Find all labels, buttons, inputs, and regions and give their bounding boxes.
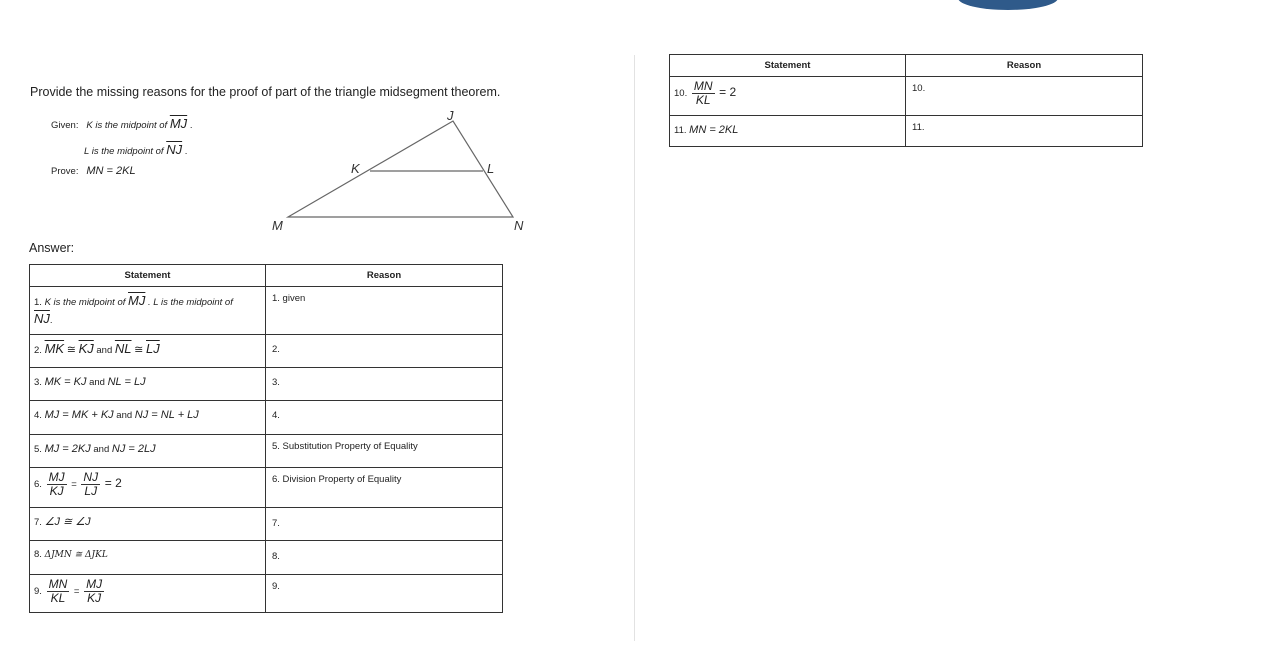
answer-label: Answer: [29, 241, 75, 255]
statement-11: 11. MN = 2KL [670, 116, 906, 147]
table-row [30, 575, 503, 613]
prove-line [51, 165, 136, 177]
fraction-mn-kl: $\frac{MN}{KL}$ [693, 79, 713, 107]
reason-1: 1. given [266, 287, 503, 335]
statement-2: 2. $\overline{MK}$ ≅ $\overline{KJ}$ and $\overline{NL}$ ≅ $\overline{LJ}$ [30, 335, 266, 368]
statement-5: 5. MJ = 2KJ and NJ = 2LJ [30, 435, 266, 468]
decorative-header-shape [958, 0, 1058, 10]
vertex-label-l: L [487, 161, 495, 176]
table-row [30, 287, 503, 335]
fraction-mn-kl: $\frac{MN}{KL}$ [48, 577, 68, 605]
reason-header: Reason [266, 265, 503, 287]
given-line2-text: L is the midpoint of [84, 146, 164, 157]
triangle-figure [260, 100, 550, 240]
reason-10: 10. [906, 77, 1143, 116]
proof-table-right [669, 54, 1143, 147]
statement-header: Statement [30, 265, 266, 287]
table-header-row [670, 55, 1143, 77]
prove-label: Prove: [51, 166, 79, 177]
reason-7: 7. [266, 508, 503, 541]
page-title: Provide the missing reasons for the proof of part of the triangle midsegment theorem. [30, 85, 501, 99]
reason-8: 8. [266, 541, 503, 575]
statement-3: 3. MK = KJ and NL = LJ [30, 368, 266, 401]
proof-table-left [29, 264, 503, 613]
table-row [30, 468, 503, 508]
vertex-label-k: K [351, 161, 360, 176]
statement-6: 6. $\frac{MJ}{KJ}$ = $\frac{NJ}{LJ}$ = 2 [30, 468, 266, 508]
reason-4: 4. [266, 401, 503, 435]
reason-3: 3. [266, 368, 503, 401]
statement-header: Statement [670, 55, 906, 77]
table-header-row [30, 265, 503, 287]
prove-expression: MN = 2KL [86, 165, 136, 177]
statement-8: 8. ΔJMN ≅ ΔJKL [30, 541, 266, 575]
page-divider [634, 55, 635, 641]
statement-10: 10. $\frac{MN}{KL}$ = 2 [670, 77, 906, 116]
reason-6: 6. Division Property of Equality [266, 468, 503, 508]
given-line-2 [84, 142, 187, 157]
statement-1: 1. K is the midpoint of $\overline{MJ}$ . L is the midpoint of $\overline{NJ}$. [30, 287, 266, 335]
table-row [30, 401, 503, 435]
statement-9: 9. $\frac{MN}{KL}$ = $\frac{MJ}{KJ}$ [30, 575, 266, 613]
reason-2: 2. [266, 335, 503, 368]
given-period-2: . [184, 146, 188, 157]
reason-header: Reason [906, 55, 1143, 77]
table-row [30, 508, 503, 541]
vertex-label-j: J [447, 108, 454, 123]
reason-5: 5. Substitution Property of Equality [266, 435, 503, 468]
given-line1-text: K is the midpoint of [86, 120, 168, 131]
given-label: Given: [51, 120, 79, 131]
table-row [30, 368, 503, 401]
statement-4: 4. MJ = MK + KJ and NJ = NL + LJ [30, 401, 266, 435]
fraction-nj-lj: $\frac{NJ}{LJ}$ [83, 470, 99, 498]
table-row [670, 116, 1143, 147]
reason-11: 11. [906, 116, 1143, 147]
vertex-label-m: M [272, 218, 283, 233]
given-segment-mj: $\overline{MJ}$ [169, 116, 188, 131]
fraction-mj-kj: $\frac{MJ}{KJ}$ [48, 470, 65, 498]
given-line-1 [51, 116, 192, 131]
reason-9: 9. [266, 575, 503, 613]
table-row [670, 77, 1143, 116]
statement-7: 7. ∠J ≅ ∠J [30, 508, 266, 541]
vertex-label-n: N [514, 218, 524, 233]
given-period-1: . [189, 120, 193, 131]
table-row [30, 435, 503, 468]
table-row [30, 335, 503, 368]
given-segment-nj: $\overline{NJ}$ [166, 142, 183, 157]
triangle-jmn [288, 121, 513, 217]
fraction-mj-kj: $\frac{MJ}{KJ}$ [86, 577, 103, 605]
table-row [30, 541, 503, 575]
